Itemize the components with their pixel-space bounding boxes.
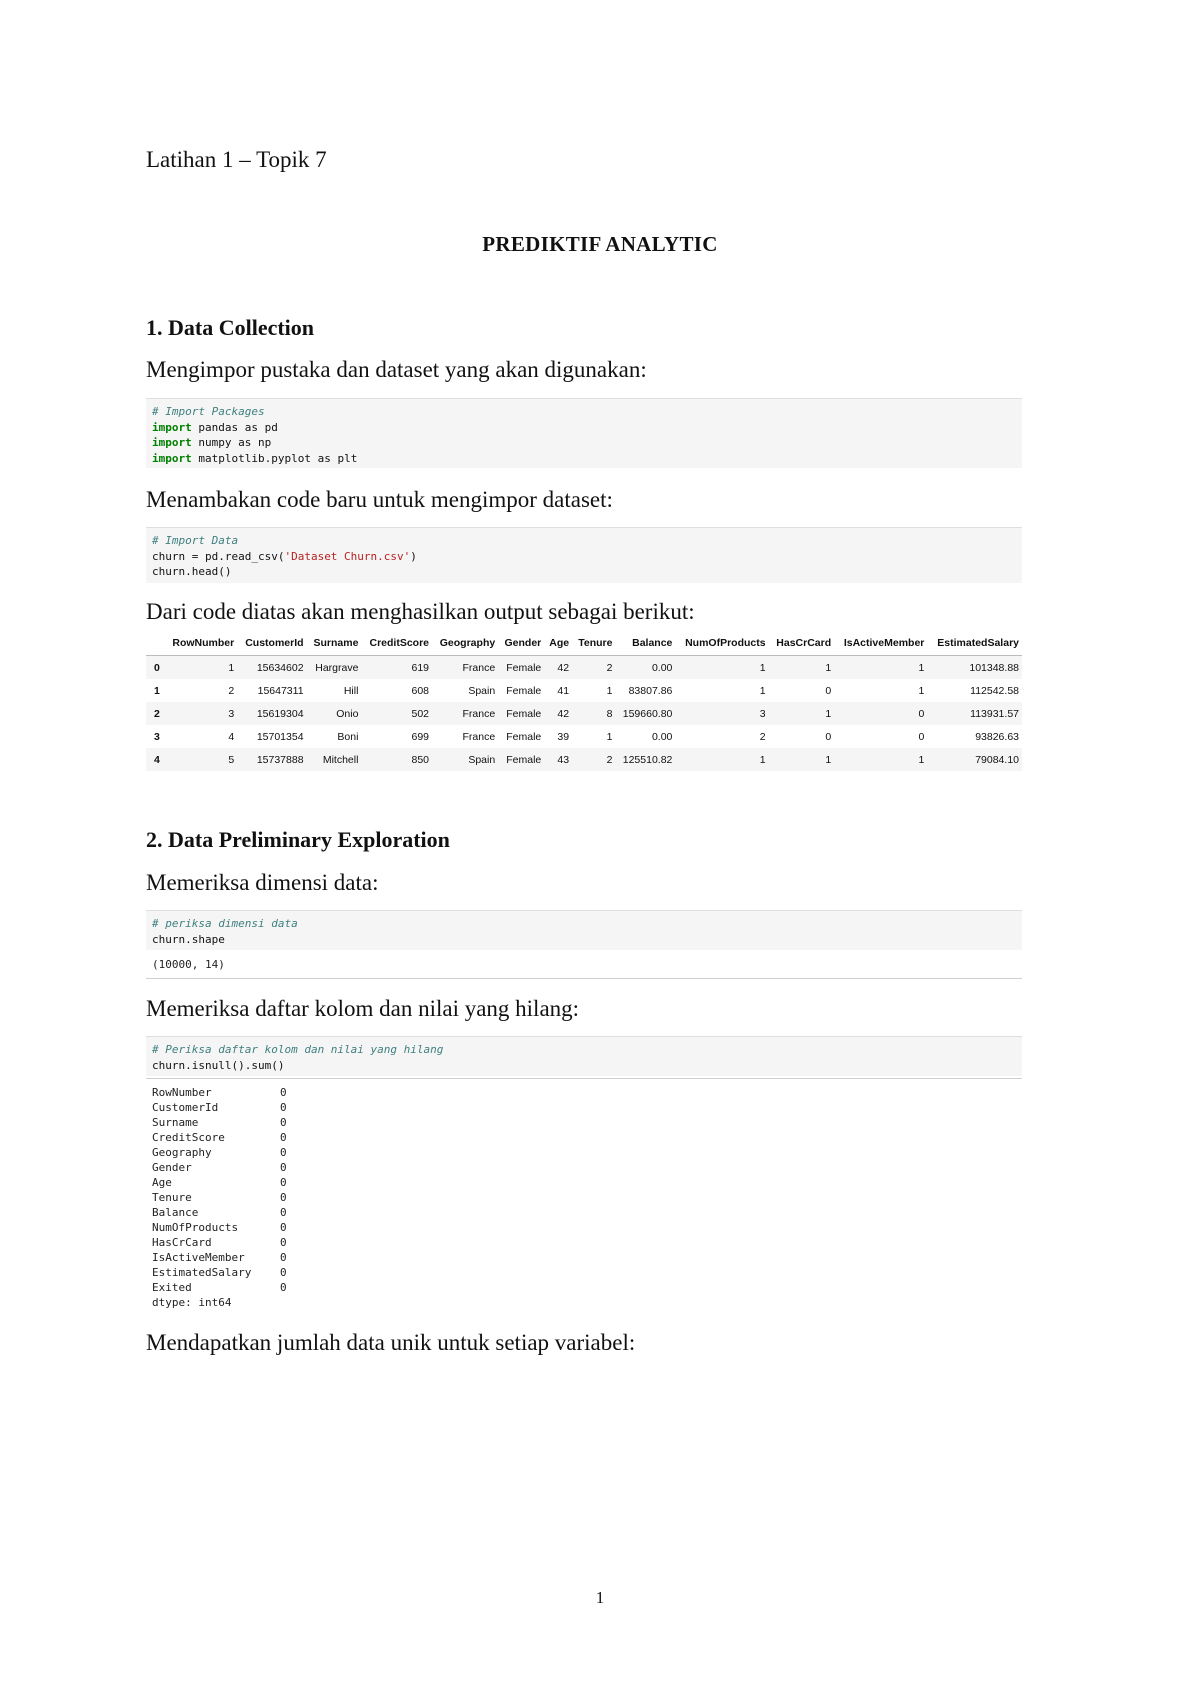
code-comment: # Import Packages <box>152 405 265 418</box>
null-count-line <box>152 1265 287 1280</box>
null-count-line <box>152 1130 287 1145</box>
table-cell: 43 <box>544 748 572 771</box>
code-text: ) <box>410 549 417 563</box>
code-line: churn.head() <box>152 565 232 578</box>
table-cell: 619 <box>361 656 432 680</box>
dataframe-body <box>146 656 1022 772</box>
table-row <box>146 725 1022 748</box>
null-count-line <box>152 1115 287 1130</box>
table-cell: 1 <box>675 656 768 680</box>
code-text: matplotlib.pyplot as plt <box>191 451 358 465</box>
table-cell: Female <box>498 702 544 725</box>
table-cell: 1 <box>769 656 835 680</box>
section-1-paragraph-1: Mengimpor pustaka dan dataset yang akan digunakan: <box>146 357 647 382</box>
table-cell: 1 <box>769 702 835 725</box>
code-keyword: import <box>152 451 192 465</box>
null-count-value: 0 <box>280 1146 287 1159</box>
table-cell: 0.00 <box>651 730 673 743</box>
table-cell: 41 <box>557 684 570 697</box>
null-count-value: 0 <box>280 1221 287 1234</box>
table-cell: Hargrave <box>307 656 362 680</box>
code-cell-import-data <box>146 527 1022 583</box>
dtype-line: dtype: int64 <box>152 1296 232 1309</box>
table-cell: Spain <box>468 684 496 697</box>
code-line <box>152 451 1016 467</box>
null-count-line <box>152 1205 287 1220</box>
section-1-heading: 1. Data Collection <box>146 315 315 340</box>
null-count-value: 0 <box>280 1176 287 1189</box>
null-count-line <box>152 1220 287 1235</box>
code-text: churn = pd.read_csv( <box>152 549 285 563</box>
table-cell: 125510.82 <box>615 748 675 771</box>
table-header-cell <box>146 633 164 656</box>
table-cell: 15737888 <box>237 748 306 771</box>
column-name: HasCrCard <box>152 1236 212 1249</box>
table-cell: 15634602 <box>237 656 306 680</box>
dataframe-output <box>146 633 1022 771</box>
table-cell: 39 <box>557 730 570 743</box>
column-name: Geography <box>152 1146 212 1159</box>
column-name: EstimatedSalary <box>152 1266 252 1279</box>
table-cell: 2 <box>228 684 235 697</box>
table-row <box>146 748 1022 771</box>
table-cell: 42 <box>544 702 572 725</box>
table-cell: 502 <box>361 702 432 725</box>
null-count-value: 0 <box>280 1251 287 1264</box>
table-cell: 0 <box>825 730 832 743</box>
table-cell: 83807.86 <box>628 684 673 697</box>
table-cell: 1 <box>675 748 768 771</box>
table-index-cell: 2 <box>146 702 164 725</box>
table-index-cell: 3 <box>154 730 160 743</box>
null-count-value: 0 <box>280 1161 287 1174</box>
table-cell: 608 <box>411 684 430 697</box>
table-index-cell: 1 <box>154 684 160 697</box>
code-keyword: import <box>152 420 192 434</box>
table-cell: 5 <box>164 748 237 771</box>
table-cell: Female <box>506 730 542 743</box>
table-cell: France <box>432 702 498 725</box>
table-header-cell: HasCrCard <box>776 637 832 649</box>
table-cell: France <box>462 730 496 743</box>
code-comment: # Import Data <box>152 534 239 547</box>
table-cell: 113931.57 <box>927 702 1022 725</box>
table-header-cell: Balance <box>632 637 673 649</box>
null-count-value: 0 <box>280 1191 287 1204</box>
table-header-cell: RowNumber <box>172 637 235 649</box>
column-name: NumOfProducts <box>152 1221 239 1234</box>
null-count-value: 0 <box>280 1281 287 1294</box>
table-cell: Female <box>498 656 544 680</box>
column-name: Tenure <box>152 1191 192 1204</box>
code-line: churn.shape <box>152 932 225 946</box>
table-cell: 15647311 <box>257 684 304 697</box>
table-cell: 112542.58 <box>970 684 1019 697</box>
null-count-line <box>152 1160 287 1175</box>
code-line: churn.isnull().sum() <box>152 1058 285 1072</box>
table-cell: 699 <box>411 730 430 743</box>
code-string: 'Dataset Churn.csv' <box>284 549 411 563</box>
table-cell: 93826.63 <box>975 730 1019 743</box>
shape-output: (10000, 14) <box>146 957 1022 979</box>
table-cell: 15619304 <box>237 702 306 725</box>
null-count-line <box>152 1190 287 1205</box>
table-index-cell: 4 <box>146 748 164 771</box>
table-cell: 1 <box>834 656 927 680</box>
table-header-cell: Tenure <box>578 637 613 649</box>
table-cell: 42 <box>544 656 572 680</box>
null-count-value: 0 <box>280 1206 287 1219</box>
table-cell: 15701354 <box>256 730 304 743</box>
null-count-value: 0 <box>280 1116 287 1129</box>
table-header-cell: IsActiveMember <box>843 637 925 649</box>
null-count-value: 0 <box>280 1131 287 1144</box>
table-header-cell: Geography <box>439 637 496 649</box>
column-name: CustomerId <box>152 1101 219 1114</box>
code-line <box>152 420 1016 436</box>
table-header-cell: CreditScore <box>369 637 430 649</box>
table-header-cell: CustomerId <box>245 637 304 649</box>
null-count-line <box>152 1175 287 1190</box>
null-count-line <box>152 1100 287 1115</box>
null-count-output <box>152 1085 287 1310</box>
table-cell: 1 <box>606 730 613 743</box>
table-cell: 159660.80 <box>615 702 675 725</box>
column-name: Surname <box>152 1116 199 1129</box>
table-cell: 2 <box>759 730 766 743</box>
section-2-paragraph-1: Memeriksa dimensi data: <box>146 870 379 895</box>
table-cell: 1 <box>834 748 927 771</box>
table-cell: 2 <box>572 748 615 771</box>
column-name: Exited <box>152 1281 192 1294</box>
table-cell: Boni <box>337 730 359 743</box>
null-count-value: 0 <box>280 1266 287 1279</box>
null-count-line <box>152 1280 287 1295</box>
table-header-cell: Gender <box>504 637 542 649</box>
section-2-heading: 2. Data Preliminary Exploration <box>146 827 450 852</box>
document-header-label: Latihan 1 – Topik 7 <box>146 147 327 172</box>
null-count-value: 0 <box>280 1236 287 1249</box>
table-header-cell: EstimatedSalary <box>937 637 1019 649</box>
table-cell: 4 <box>228 730 235 743</box>
section-1-paragraph-3: Dari code diatas akan menghasilkan output sebagai berikut: <box>146 599 695 624</box>
table-cell: Spain <box>432 748 498 771</box>
table-cell: 0.00 <box>615 656 675 680</box>
table-cell: 0 <box>825 684 832 697</box>
document-title: PREDIKTIF ANALYTIC <box>482 232 718 256</box>
table-cell: 1 <box>164 656 237 680</box>
section-2-paragraph-2: Memeriksa daftar kolom dan nilai yang hilang: <box>146 996 580 1021</box>
code-line <box>152 435 1016 451</box>
code-text: pandas as pd <box>191 420 278 434</box>
table-cell: 1 <box>769 748 835 771</box>
column-name: RowNumber <box>152 1086 212 1099</box>
null-count-line <box>152 1235 287 1250</box>
table-index-cell: 0 <box>146 656 164 680</box>
table-cell: 8 <box>572 702 615 725</box>
code-keyword: import <box>152 436 192 449</box>
column-name: IsActiveMember <box>152 1251 245 1264</box>
table-cell: 3 <box>675 702 768 725</box>
section-2-paragraph-3: Mendapatkan jumlah data unik untuk setiap variabel: <box>146 1330 636 1355</box>
column-name: CreditScore <box>152 1131 225 1144</box>
table-cell: 2 <box>572 656 615 680</box>
table-row <box>146 702 1022 725</box>
dataframe-header-row <box>146 633 1022 656</box>
column-name: Gender <box>152 1161 192 1174</box>
column-name: Balance <box>152 1206 199 1219</box>
table-cell: 1 <box>759 684 766 697</box>
code-cell-import-packages <box>146 398 1022 468</box>
table-header-cell: Surname <box>313 637 359 649</box>
table-cell: Hill <box>343 684 359 697</box>
separator <box>146 1078 1022 1079</box>
null-count-value: 0 <box>280 1101 287 1114</box>
table-cell: Female <box>498 748 544 771</box>
table-row <box>146 679 1022 702</box>
column-name: Age <box>152 1176 172 1189</box>
table-header-cell: NumOfProducts <box>685 637 766 649</box>
table-cell: 101348.88 <box>927 656 1022 680</box>
code-cell-check-null <box>146 1036 1022 1076</box>
code-text: numpy as np <box>191 436 272 449</box>
null-count-line <box>152 1250 287 1265</box>
code-line <box>152 549 1016 565</box>
table-cell: France <box>432 656 498 680</box>
table-cell: 1 <box>606 684 613 697</box>
table-cell: 3 <box>164 702 237 725</box>
table-cell: 850 <box>361 748 432 771</box>
table-cell: Onio <box>307 702 362 725</box>
section-1-paragraph-2: Menambakan code baru untuk mengimpor dataset: <box>146 487 613 512</box>
dataframe-table <box>146 633 1022 771</box>
code-comment: # periksa dimensi data <box>152 917 298 930</box>
table-cell: Female <box>506 684 542 697</box>
table-cell: Mitchell <box>307 748 362 771</box>
table-row <box>146 656 1022 680</box>
page-number: 1 <box>595 1588 605 1607</box>
table-header-cell: Age <box>549 637 570 649</box>
null-count-value: 0 <box>280 1086 287 1099</box>
table-cell: 1 <box>918 684 925 697</box>
code-cell-check-shape <box>146 910 1022 950</box>
table-cell: 0 <box>834 702 927 725</box>
table-cell: 79084.10 <box>927 748 1022 771</box>
null-count-line <box>152 1145 287 1160</box>
code-comment: # Periksa daftar kolom dan nilai yang hilang <box>152 1043 444 1056</box>
table-cell: 0 <box>918 730 925 743</box>
null-count-line <box>152 1085 287 1100</box>
